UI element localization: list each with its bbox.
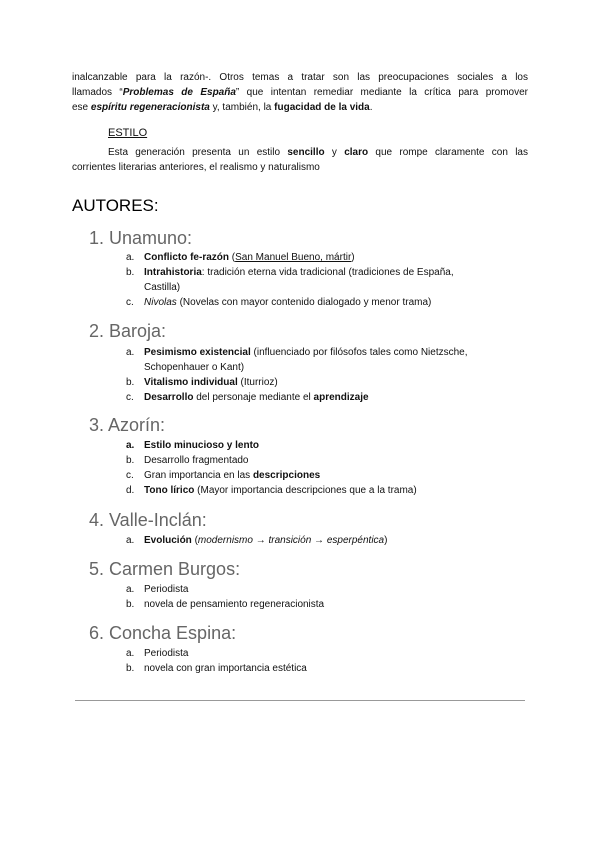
list-item [126, 661, 526, 676]
item-text: Periodista [144, 584, 189, 595]
list-item [126, 468, 526, 483]
item-text: (Iturrioz) [237, 377, 278, 388]
author-list-baroja [126, 345, 526, 405]
estilo-line-2: corrientes literarias anteriores, el realismo y naturalismo [72, 162, 320, 173]
list-item [126, 646, 526, 661]
item-end: ) [384, 535, 388, 546]
item-end: ) [351, 252, 355, 263]
item-text-cont: Castilla) [144, 282, 181, 293]
list-item [126, 582, 526, 597]
item-bold: Vitalismo individual [144, 377, 238, 388]
list-marker: c. [126, 392, 134, 403]
item-bold: Desarrollo [144, 392, 194, 403]
list-marker: a. [126, 535, 135, 546]
intro-text-3a: ese [72, 102, 91, 113]
estilo-heading: ESTILO [108, 127, 148, 139]
item-bold: Evolución [144, 535, 192, 546]
author-list-valle-inclan [126, 533, 526, 548]
item-text: (Mayor importancia descripciones que a la trama) [194, 485, 417, 496]
item-text: ( [191, 535, 198, 546]
intro-text-1: inalcanzable para la razón-. Otros temas a tratar son las preocupaciones sociales a los [72, 72, 528, 83]
author-title: 2. Baroja: [89, 321, 167, 341]
item-bold: Estilo minucioso y lento [144, 440, 260, 451]
list-item [126, 375, 526, 390]
item-text: (influenciado por filósofos tales como Nietzsche, [250, 347, 468, 358]
item-text: del personaje mediante el [193, 392, 314, 403]
list-item [126, 250, 526, 265]
item-text: Periodista [144, 648, 189, 659]
intro-line-2 [72, 85, 528, 100]
item-bold: Intrahistoria [144, 267, 202, 278]
horizontal-divider [75, 700, 525, 701]
list-item [126, 345, 526, 375]
list-marker: b. [126, 267, 135, 278]
author-list-unamuno [126, 250, 526, 310]
item-italic: Nivolas [144, 297, 177, 308]
author-list-carmen-burgos [126, 582, 526, 612]
list-marker: b. [126, 455, 135, 466]
list-item [126, 483, 526, 498]
intro-text-2a: llamados “ [72, 87, 123, 98]
item-text: Gran importancia en las [144, 470, 253, 481]
item-text: (Novelas con mayor contenido dialogado y menor trama) [176, 297, 432, 308]
list-marker: a. [126, 648, 135, 659]
item-bold-2: descripciones [252, 470, 321, 481]
list-marker: c. [126, 470, 134, 481]
list-marker: c. [126, 297, 134, 308]
intro-text-2c: ” que intentan remediar mediante la crítica para promover [235, 87, 528, 98]
author-title: 1. Unamuno: [89, 228, 193, 248]
list-item [126, 265, 526, 295]
item-bold: Tono lírico [144, 485, 195, 496]
list-item [126, 438, 526, 453]
list-marker: b. [126, 599, 135, 610]
list-marker: a. [126, 440, 135, 451]
list-marker: b. [126, 377, 135, 388]
estilo-text-3: que rompe claramente con las [368, 147, 528, 158]
estilo-text-1: Esta generación presenta un estilo [108, 147, 288, 158]
author-title: 5. Carmen Burgos: [89, 559, 241, 579]
author-title: 4. Valle-Inclán: [89, 510, 207, 530]
list-marker: a. [126, 347, 135, 358]
estilo-claro: claro [344, 147, 369, 158]
author-list-azorin [126, 438, 526, 498]
estilo-line-1 [108, 145, 528, 160]
item-text-cont: Schopenhauer o Kant) [144, 362, 245, 373]
list-marker: a. [126, 252, 135, 263]
list-item [126, 295, 526, 310]
intro-espiritu: espíritu regeneracionista [90, 102, 210, 113]
item-text: novela con gran importancia estética [144, 663, 307, 674]
list-item [126, 597, 526, 612]
intro-line-1 [72, 70, 528, 85]
list-item [126, 390, 526, 405]
list-item [126, 533, 526, 548]
list-marker: d. [126, 485, 135, 496]
item-text: novela de pensamiento regeneracionista [144, 599, 325, 610]
author-list-concha-espina [126, 646, 526, 676]
item-text: ( [229, 252, 236, 263]
author-title: 6. Concha Espina: [89, 623, 237, 643]
intro-text-3c: y, también, la [209, 102, 275, 113]
list-marker: b. [126, 663, 135, 674]
author-title: 3. Azorín: [89, 415, 166, 435]
list-marker: a. [126, 584, 135, 595]
estilo-sencillo: sencillo [287, 147, 325, 158]
item-bold-2: aprendizaje [313, 392, 369, 403]
item-underlined: San Manuel Bueno, mártir [235, 252, 352, 263]
item-bold: Conflicto fe-razón [144, 252, 229, 263]
intro-problemas-espana: Problemas de España [122, 87, 236, 98]
intro-text-3e: . [369, 102, 373, 113]
item-text: Desarrollo fragmentado [144, 455, 249, 466]
list-item [126, 453, 526, 468]
item-italic: modernismo → transición → esperpéntica [197, 535, 385, 546]
intro-line-3 [72, 100, 528, 115]
autores-heading: AUTORES: [72, 196, 159, 215]
estilo-text-2: y [324, 147, 345, 158]
item-bold: Pesimismo existencial [144, 347, 251, 358]
intro-fugacidad: fugacidad de la vida [274, 102, 370, 113]
item-text: : tradición eterna vida tradicional (tradiciones de España, [201, 267, 454, 278]
